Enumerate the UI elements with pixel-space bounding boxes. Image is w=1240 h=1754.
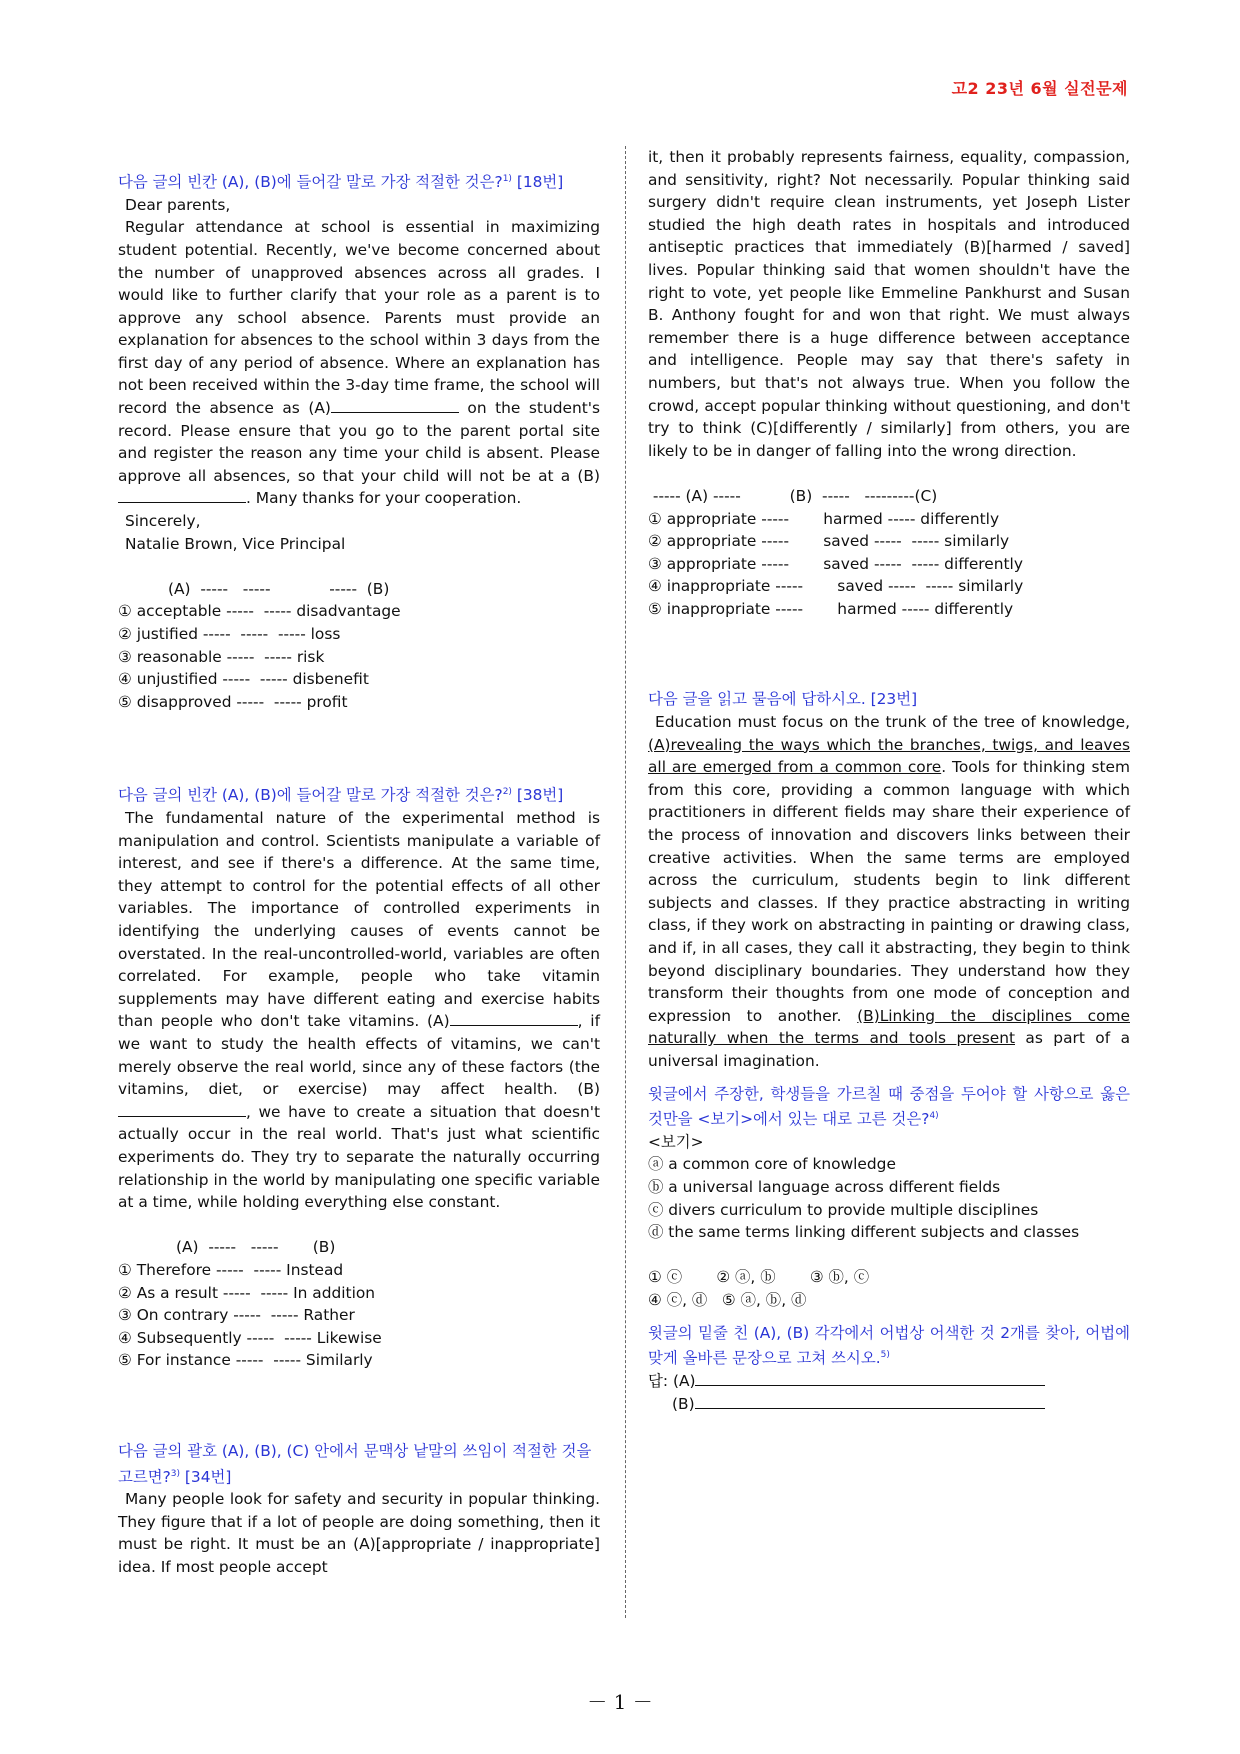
right-column bbox=[648, 146, 1130, 1415]
answer-blank-b[interactable] bbox=[695, 1394, 1045, 1409]
q2-body: The fundamental nature of the experimental method is manipulation and control. Scientists manipulate a variable of interest, and see if there's a difference. At the same time, they attempt to control for the potential effects of all other variables. The importance of controlled experiments in identifying the underlying causes of events cannot be overstated. In the real-uncontrolled-world, variables are often correlated. For example, people who take vitamin supplements may have different eating and exercise habits than people who don't take vitamins. (A) , if we want to study the health effects of vitamins, we can't merely observe the real world, since any of these factors (the vitamins, diet, or exercise) may affect health. (B), we have to create a situation that doesn't actually occur in the real world. That's just what scientific experiments do. They try to separate the naturally occurring relationship in the world by manipulating one specific variable at a time, while holding everything else constant. bbox=[118, 809, 600, 1212]
q4-prompt: 다음 글을 읽고 물음에 답하시오. [23번] bbox=[648, 690, 918, 709]
q4-choices-row: ① ⓒ ② ⓐ, ⓑ ③ ⓑ, ⓒ bbox=[648, 1268, 870, 1287]
q2-option: ⑤ For instance ----- ----- Similarly bbox=[118, 1351, 373, 1370]
box-label: <보기> bbox=[648, 1132, 704, 1151]
q3-body-left: Many people look for safety and security in popular thinking. They figure that if a lot of people are doing something, then it must be right. It must be an (A)[appropriate / inappropriate] idea. If most people accept bbox=[118, 1490, 600, 1577]
q1-option: ④ unjustified ----- ----- disbenefit bbox=[118, 670, 369, 689]
q1-signature: Natalie Brown, Vice Principal bbox=[125, 534, 346, 553]
page-header-title: 고2 23년 6월 실전문제 bbox=[951, 79, 1128, 98]
q1-footnote: 1) bbox=[502, 174, 512, 184]
q2-option: ④ Subsequently ----- ----- Likewise bbox=[118, 1328, 382, 1347]
q2-option: ③ On contrary ----- ----- Rather bbox=[118, 1306, 355, 1325]
q2-option: ① Therefore ----- ----- Instead bbox=[118, 1260, 344, 1279]
q4-sub2-footnote: 5) bbox=[880, 1350, 890, 1361]
q3-options-header: ----- (A) ----- (B) ----- ---------(C) bbox=[648, 486, 938, 505]
answer-line-a: 답: (A) bbox=[648, 1370, 1130, 1393]
q1-closing: Sincerely, bbox=[125, 512, 201, 531]
q3-body-right: it, then it probably represents fairness, equality, compassion, and sensitivity, right? Not necessarily. Popular thinking said surgery didn't require clean instruments, yet Joseph Lister studied the high death rates in hospitals and introduced antiseptic practices that immediately (B)[harmed / saved] lives. Popular thinking said that women shouldn't have the right to vote, yet people like Emmeline Pankhurst and Susan B. Anthony fought for and won that right. We must always remember there is a huge difference between acceptance and intelligence. People may say that there's safety in numbers, but that's not always true. When you follow the crowd, accept popular thinking without questioning, and don't try to think (C)[differently / similarly] from others, you are likely to be in danger of falling into the wrong direction. bbox=[648, 148, 1130, 460]
q2-prompt: 다음 글의 빈칸 (A), (B)에 들어갈 말로 가장 적절한 것은?$^{2)}$ [38번] bbox=[118, 786, 564, 805]
q1-prompt: 다음 글의 빈칸 (A), (B)에 들어갈 말로 가장 적절한 것은?$^{1)}$ [18번] bbox=[118, 173, 564, 192]
q3-option: ③ appropriate ----- saved ----- ----- differently bbox=[648, 554, 1023, 573]
q1-option: ① acceptable ----- ----- disadvantage bbox=[118, 602, 401, 621]
q1-greeting: Dear parents, bbox=[125, 195, 231, 214]
q3-footnote: 3) bbox=[170, 1468, 181, 1479]
page-number: － 1 － bbox=[587, 1690, 653, 1714]
box-item: ⓒ divers curriculum to provide multiple disciplines bbox=[648, 1200, 1039, 1219]
q4-choices-row: ④ ⓒ, ⓓ ⑤ ⓐ, ⓑ, ⓓ bbox=[648, 1291, 807, 1310]
q2-options-header: (A) ----- ----- (B) bbox=[176, 1238, 336, 1257]
q4-sub1-footnote: 4) bbox=[929, 1111, 939, 1122]
blank-b bbox=[118, 488, 246, 503]
q4-body: Education must focus on the trunk of the tree of knowledge, (A)revealing the ways which the branches, twigs, and leaves all are emerged from a common core. Tools for thinking stem from this core, providing a common language with which practitioners in different fields may share their experience of the process of innovation and discovers links between their creative activities. When the same terms are employed across the curriculum, students begin to link different subjects and classes. If they practice abstracting in writing class, if they work on abstracting in painting or drawing class, and if, in all cases, they call it abstracting, they begin to think beyond disciplinary boundaries. They understand how they transform their thoughts from one mode of conception and expression to another. (B)Linking the disciplines come naturally when the terms and tools present as part of a universal imagination. bbox=[648, 713, 1130, 1070]
left-column bbox=[118, 146, 600, 1579]
box-item: ⓓ the same terms linking different subjects and classes bbox=[648, 1223, 1080, 1242]
blank-a bbox=[331, 398, 459, 413]
underline-b: (B)Linking the disciplines come naturally when the terms and tools present bbox=[648, 1006, 1130, 1048]
q3-option: ① appropriate ----- harmed ----- differently bbox=[648, 509, 1000, 528]
column-divider bbox=[625, 146, 626, 1618]
answer-line-b: (B) bbox=[648, 1393, 1130, 1416]
blank-b bbox=[118, 1102, 246, 1117]
q1-option: ③ reasonable ----- ----- risk bbox=[118, 647, 325, 666]
box-item: ⓐ a common core of knowledge bbox=[648, 1155, 896, 1174]
q3-option: ⑤ inappropriate ----- harmed ----- differently bbox=[648, 599, 1014, 618]
q1-body: Regular attendance at school is essential in maximizing student potential. Recently, we've become concerned about the number of unapproved absences across all grades. I would like to further clarify that your role as a parent is to approve any school absence. Parents must provide an explanation for absences to the school within 3 days from the first day of any period of absence. Where an explanation has not been received within the 3-day time frame, the school will record the absence as (A) on the student's record. Please ensure that you go to the parent portal site and register the reason any time your child is absent. Please approve all absences, so that your child will not be at a (B). Many thanks for your cooperation. bbox=[118, 218, 600, 508]
box-item: ⓑ a universal language across different fields bbox=[648, 1178, 1001, 1197]
q4-sub1-prompt: 윗글에서 주장한, 학생들을 가르칠 때 중점을 두어야 할 사항으로 옳은 것만을 <보기>에서 있는 대로 고른 것은?$^{4)}$ bbox=[648, 1084, 1130, 1129]
q1-option: ② justified ----- ----- ----- loss bbox=[118, 625, 341, 643]
q3-prompt: 다음 글의 괄호 (A), (B), (C) 안에서 문맥상 낱말의 쓰임이 적절한 것을 고르면?$^{3)}$ [34번] bbox=[118, 1441, 592, 1486]
q4-sub2-prompt: 윗글의 밑줄 친 (A), (B) 각각에서 어법상 어색한 것 2개를 찾아, 어법에 맞게 올바른 문장으로 고쳐 쓰시오.$^{5)}$ bbox=[648, 1323, 1130, 1368]
underline-a: (A)revealing the ways which the branches, twigs, and leaves all are emerged from a common core bbox=[648, 735, 1130, 777]
answer-blank-a[interactable] bbox=[695, 1371, 1045, 1386]
q3-option: ④ inappropriate ----- saved ----- ----- similarly bbox=[648, 577, 1024, 596]
blank-a bbox=[450, 1011, 578, 1026]
q1-option: ⑤ disapproved ----- ----- profit bbox=[118, 692, 348, 711]
q2-option: ② As a result ----- ----- In addition bbox=[118, 1283, 376, 1302]
q1-options-header: (A) ----- ----- ----- (B) bbox=[168, 579, 390, 598]
q3-option: ② appropriate ----- saved ----- ----- similarly bbox=[648, 532, 1010, 551]
q2-footnote: 2) bbox=[502, 787, 512, 798]
